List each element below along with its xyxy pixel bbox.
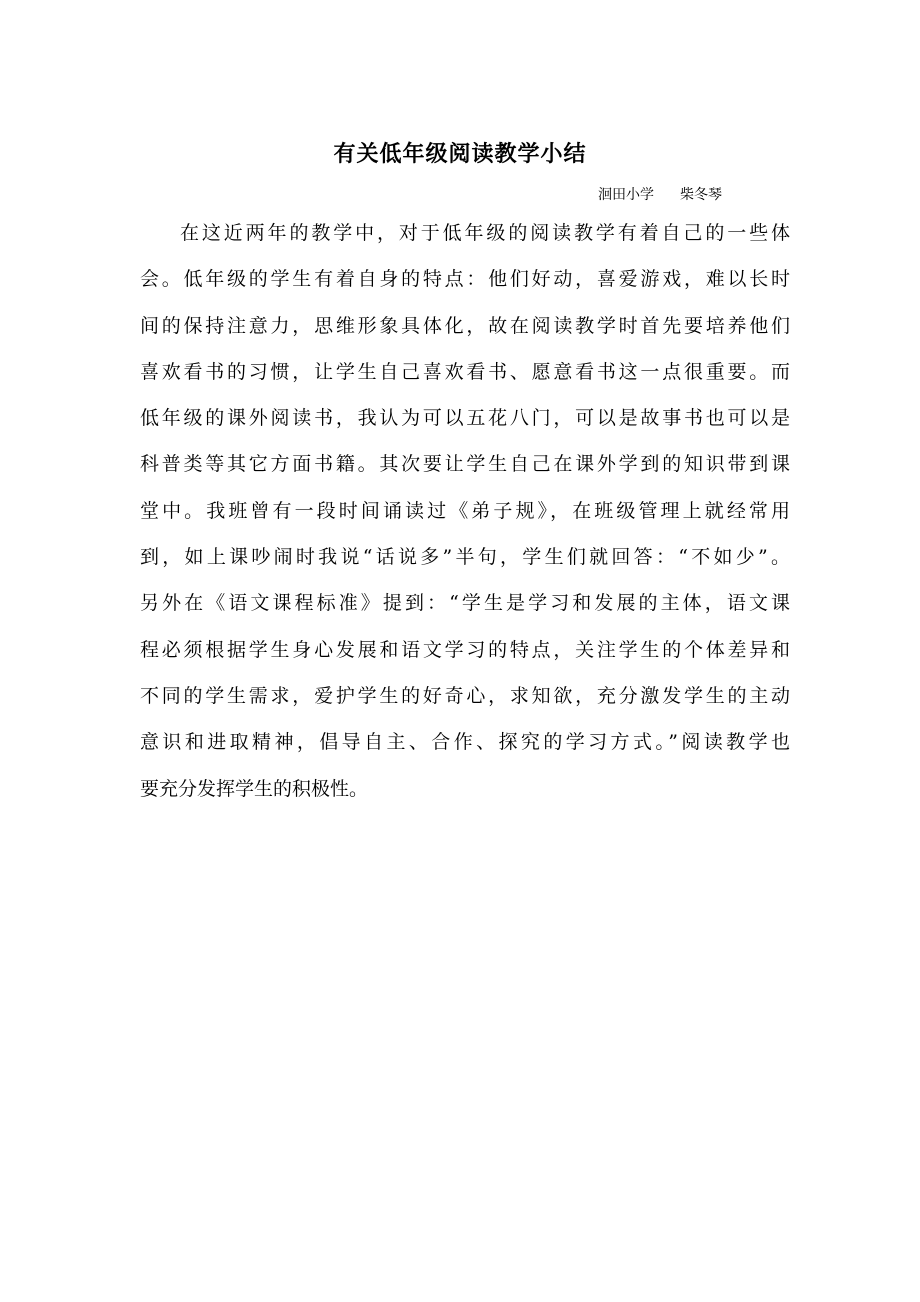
paragraph-line: 不同的学生需求，爱护学生的好奇心，求知欲，充分激发学生的主动 xyxy=(140,684,790,707)
paragraph-line: 到，如上课吵闹时我说“话说多”半句，学生们就回答：“不如少”。 xyxy=(140,546,790,569)
paragraph-line: 另外在《语文课程标准》提到：“学生是学习和发展的主体，语文课 xyxy=(140,592,790,615)
paragraph-line: 程必须根据学生身心发展和语文学习的特点，关注学生的个体差异和 xyxy=(140,638,790,661)
paragraph-line: 要充分发挥学生的积极性。 xyxy=(140,777,369,800)
paragraph-line: 会。低年级的学生有着自身的特点：他们好动，喜爱游戏，难以长时 xyxy=(140,268,790,291)
paragraph-line: 喜欢看书的习惯，让学生自己喜欢看书、愿意看书这一点很重要。而 xyxy=(140,360,790,383)
document-title: 有关低年级阅读教学小结 xyxy=(333,142,587,167)
document-body xyxy=(140,210,790,812)
byline xyxy=(598,184,722,206)
paragraph-line: 低年级的课外阅读书，我认为可以五花八门，可以是故事书也可以是 xyxy=(140,407,790,430)
paragraph-line: 在这近两年的教学中，对于低年级的阅读教学有着自己的一些体 xyxy=(180,222,790,244)
school-name: 洄田小学 xyxy=(598,187,654,203)
paragraph-line: 科普类等其它方面书籍。其次要让学生自己在课外学到的知识带到课 xyxy=(140,453,790,476)
author-name: 柴冬琴 xyxy=(680,187,722,203)
paragraph-line: 堂中。我班曾有一段时间诵读过《弟子规》，在班级管理上就经常用 xyxy=(140,499,790,522)
paragraph-line: 间的保持注意力，思维形象具体化，故在阅读教学时首先要培养他们 xyxy=(140,314,790,337)
paragraph-line: 意识和进取精神，倡导自主、合作、探究的学习方式。”阅读教学也 xyxy=(140,731,790,754)
